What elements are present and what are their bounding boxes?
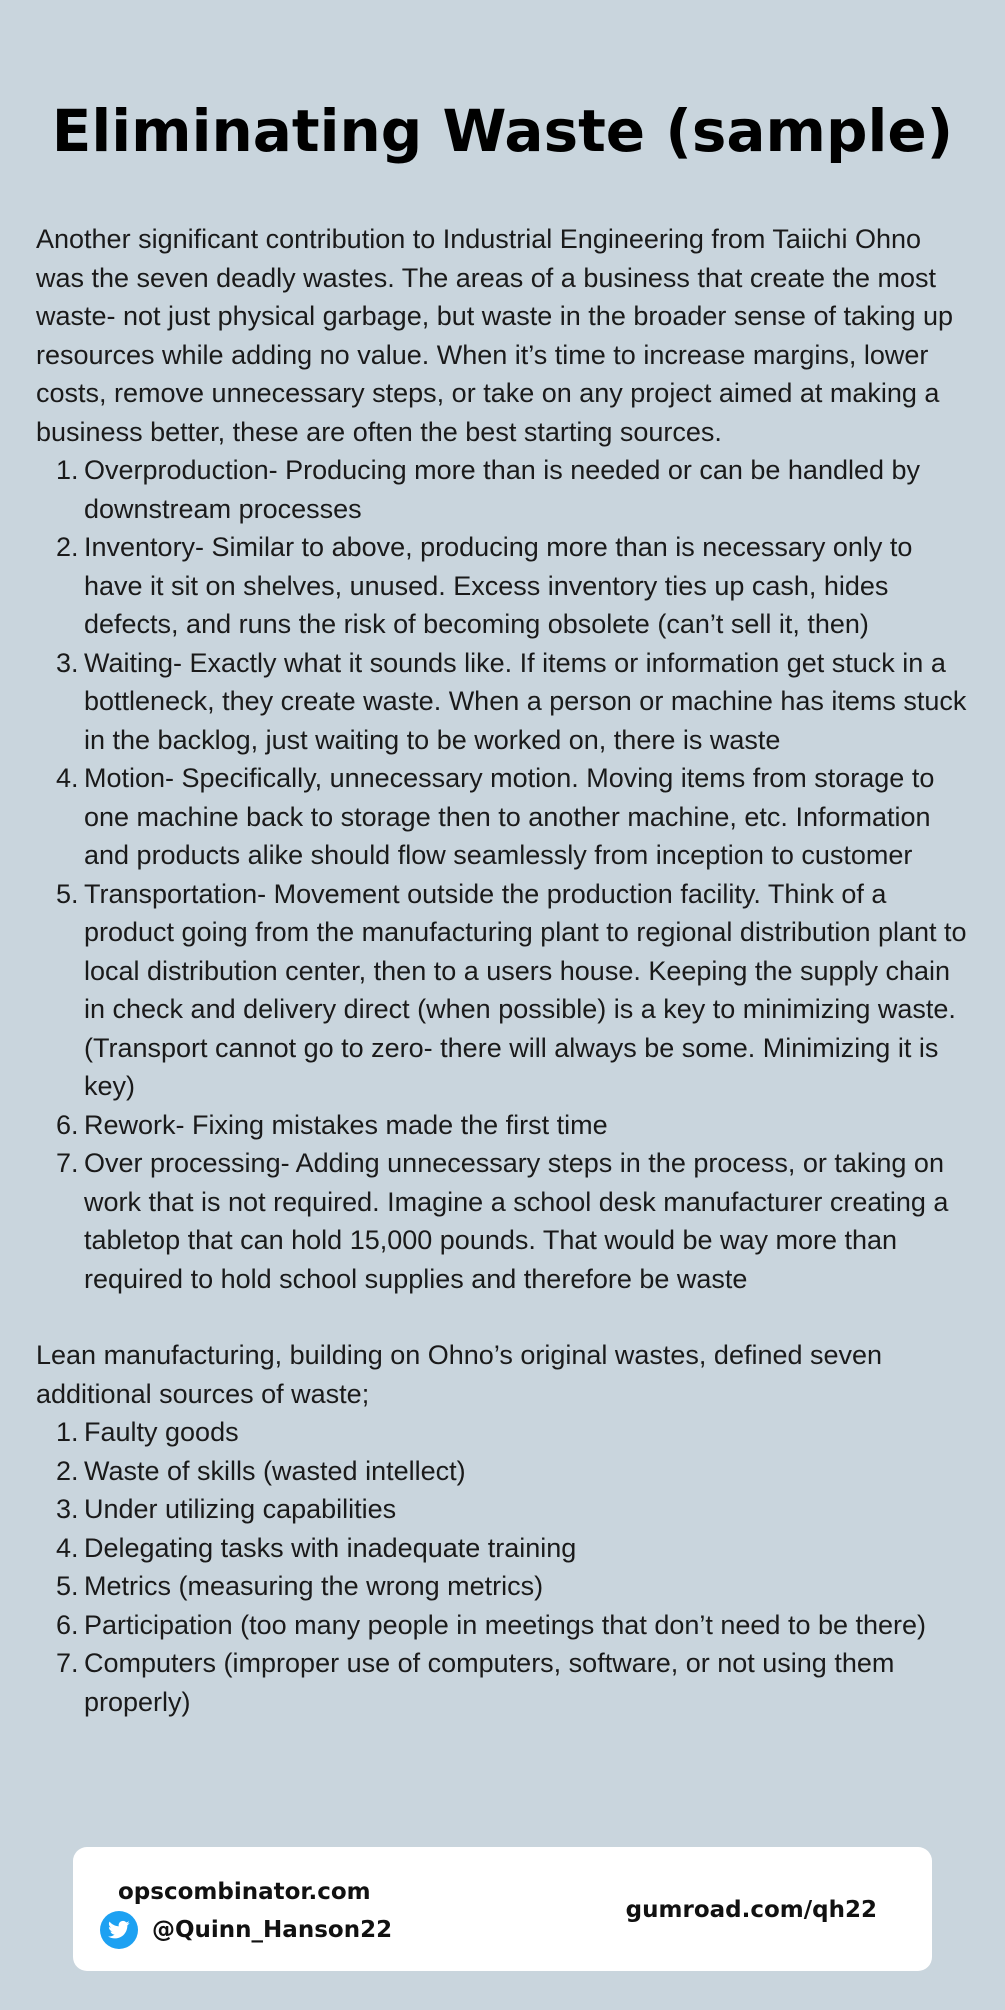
article-body bbox=[36, 220, 976, 1721]
list-item: 3. Under utilizing capabilities bbox=[56, 1494, 397, 1524]
list-item: 7. Computers (improper use of computers, software, or not using them properly) bbox=[56, 1648, 895, 1717]
list-item: 3. Waiting- Exactly what it sounds like. If items or information get stuck in a bottleneck, they create waste. When a person or machine has items stuck in the backlog, just waiting to be worked on, there is waste bbox=[56, 647, 967, 755]
footer-card bbox=[73, 1847, 932, 1971]
list-item: 5. Transportation- Movement outside the production facility. Think of a product going from the manufacturing plant to regional distribution plant to local distribution center, then to a users house. Keeping the supply chain in check and delivery direct (when possible) is a key to minimizing waste. (Transport cannot go to zero- there will always be some. Minimizing it is key) bbox=[56, 878, 967, 1101]
lean-wastes-list bbox=[36, 1413, 976, 1721]
list-item: 4. Delegating tasks with inadequate training bbox=[56, 1532, 577, 1563]
list-item: 4. Motion- Specifically, unnecessary motion. Moving items from storage to one machine back to storage then to another machine, etc. Information and products alike should flow seamlessly from inception to customer bbox=[56, 763, 935, 870]
twitter-bird-icon bbox=[100, 1911, 138, 1949]
list-item: 7. Over processing- Adding unnecessary steps in the process, or taking on work that is not required. Imagine a school desk manufacturer creating a tabletop that can hold 15,000 pounds. That would be way more than required to hold school supplies and therefore be waste bbox=[56, 1148, 949, 1294]
list-item: 1. Overproduction- Producing more than is needed or can be handled by downstream processes bbox=[56, 455, 921, 524]
gumroad-link[interactable]: gumroad.com/qh22 bbox=[625, 1897, 877, 1923]
website-link[interactable]: opscombinator.com bbox=[118, 1879, 371, 1905]
lean-intro-paragraph: Lean manufacturing, building on Ohno’s original wastes, defined seven additional sources of waste; bbox=[36, 1340, 883, 1409]
list-item: 6. Rework- Fixing mistakes made the first time bbox=[56, 1109, 608, 1140]
intro-paragraph: Another significant contribution to Industrial Engineering from Taiichi Ohno was the seven deadly wastes. The areas of a business that create the most waste- not just physical garbage, but waste in the broader sense of taking up resources while adding no value. When it’s time to increase margins, lower costs, remove unnecessary steps, or take on any project aimed at making a business better, these are often the best starting sources. bbox=[36, 224, 954, 447]
twitter-handle: @Quinn_Hanson22 bbox=[152, 1917, 393, 1943]
deadly-wastes-list bbox=[36, 451, 976, 1298]
list-item: 6. Participation (too many people in meetings that don’t need to be there) bbox=[56, 1609, 927, 1640]
list-item: 2. Waste of skills (wasted intellect) bbox=[56, 1455, 466, 1486]
page-title: Eliminating Waste (sample) bbox=[51, 97, 954, 165]
twitter-link[interactable] bbox=[100, 1911, 392, 1949]
list-item: 1. Faulty goods bbox=[56, 1417, 239, 1447]
list-item: 5. Metrics (measuring the wrong metrics) bbox=[56, 1571, 544, 1601]
list-item: 2. Inventory- Similar to above, producing more than is necessary only to have it sit on shelves, unused. Excess inventory ties up cash, hides defects, and runs the risk of becoming obsolete (can’t sell it, then) bbox=[56, 532, 913, 639]
